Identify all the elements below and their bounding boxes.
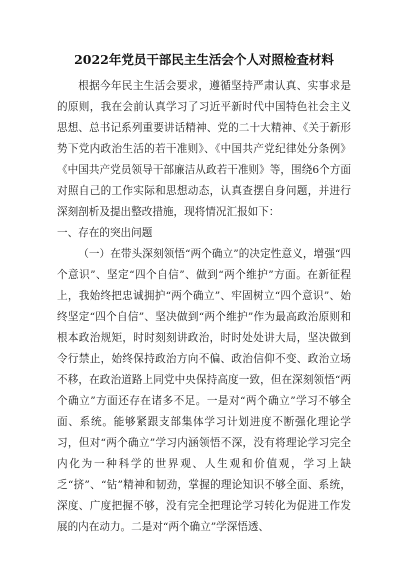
section-heading-problems: 一、存在的突出问题 [57,227,153,239]
document-title: 2022年党员干部民主生活会个人对照检查材料 [74,52,334,67]
item-1-paragraph: （一）在带头深刻领悟“两个确立”的决定性意义，增强“四个意识”、坚定“四个自信”、做到“两个维护”方面。在新征程上，我始终把忠诚拥护“两个确立”、牢固树立“四个意识”、始终坚定“四个自信”、坚决做到“两个维护”作为最高政治原则和根本政治规矩，时时刻刻讲政治，时时处处讲大局，坚决做到令行禁止，始终保持政治方向不偏、政治信仰不变、政治立场不移，在政治道路上同党中央保持高度一致，但在深刻领悟“两个确立”方面还存在诸多不足。一是对“两个确立”学习不够全面、系统。能够紧跟支部集体学习计划进度不断强化理论学习，但对“两个确立”学习内涵领悟不深，没有将理论学习完全内化为一种科学的世界观、人生观和价值观，学习上缺乏“挤”、“钻”精神和韧劲，掌握的理论知识不够全面、系统，深度、广度把握不够，没有完全把理论学习转化为促进工作发展的内在动力。二是对“两个确立”学深悟透、 [57,248,351,533]
intro-paragraph: 根据今年民主生活会要求，遵循坚持严肃认真、实事求是的原则，我在会前认真学习了习近平新时代中国特色社会主义思想、总书记系列重要讲话精神、党的二十大精神、《关于新形势下党内政治生活的若干准则》、《中国共产党纪律处分条例》《中国共产党员领导干部廉洁从政若干准则》等，围绕6个方面对照自己的工作实际和思想动态，认真查摆自身问题，并进行深刻剖析及提出整改措施，现将情况汇报如下： [57,80,351,218]
